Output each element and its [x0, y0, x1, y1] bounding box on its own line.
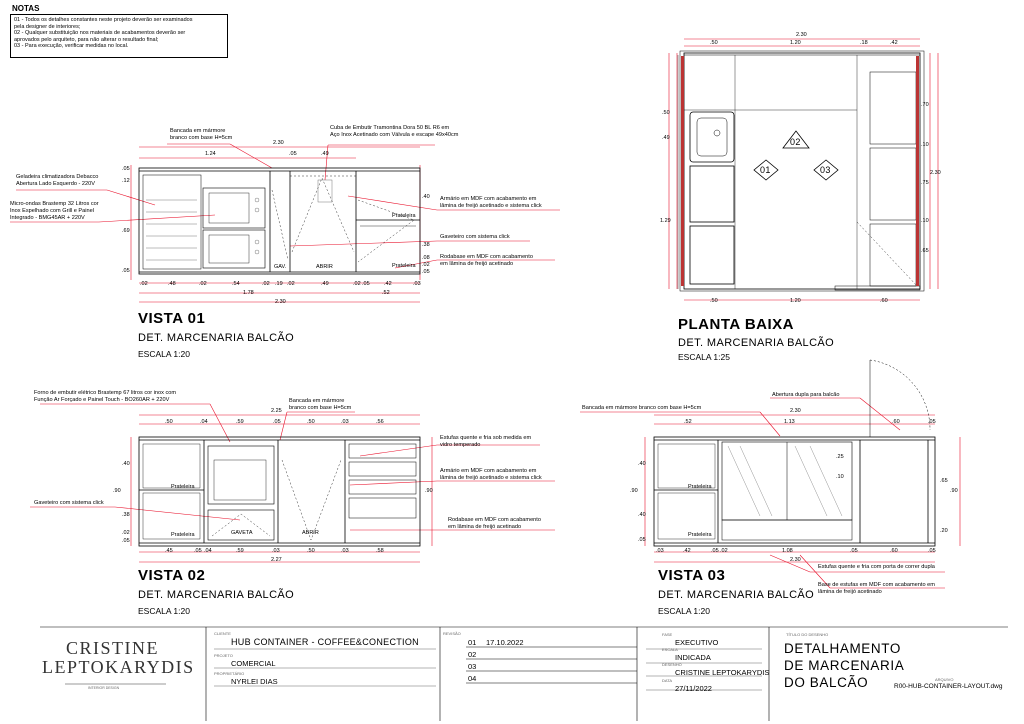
data-value: 27/11/2022: [675, 684, 712, 693]
v02-rodabase-note: Rodabase em MDF com acabamento em lâmina de freijó acetinado: [448, 517, 541, 530]
planta-dim: 1.29: [660, 218, 671, 224]
vista02-scale: ESCALA 1:20: [138, 606, 190, 616]
v03-dim: .42: [683, 548, 691, 554]
cliente-label: CLIENTE: [214, 631, 231, 636]
v03-bancada-note: Bancada em mármore branco com base H=5cm: [582, 405, 702, 411]
v01-dim: .12: [122, 178, 130, 184]
planta-dim: .50: [662, 110, 670, 116]
rev3-number: 03: [468, 662, 477, 671]
v01-dim: .02: [422, 262, 430, 268]
proprietario-value: NYRLEI DIAS: [231, 677, 278, 686]
planta-dim: .50: [710, 298, 718, 304]
logo-line1: CRISTINE: [66, 638, 159, 658]
v01-cuba-note: Cuba de Embutir Tramontina Dora 50 BL R6 em Aço Inox Acetinado com Válvula e escape 49x40cm: [330, 125, 459, 138]
note-line: 01 - Todos os detalhes constantes neste projeto deverão ser examinados: [14, 17, 193, 23]
vista01-subtitle: DET. MARCENARIA BALCÃO: [138, 332, 295, 344]
v01-dim: .19: [275, 281, 283, 287]
planta-dim: 2.30: [930, 170, 941, 176]
v02-dim: .40: [122, 461, 130, 467]
v02-dim: .59: [236, 548, 244, 554]
v03-dim: 1.13: [784, 419, 795, 425]
planta-dim: .70: [921, 102, 929, 108]
v03-dim: .05: [638, 537, 646, 543]
v02-dim: .03: [341, 419, 349, 425]
v03-dim: .40: [638, 512, 646, 518]
planta-dim: 2.30: [796, 32, 807, 38]
v01-dim: .05: [362, 281, 370, 287]
v01-gaveteiro-note: Gaveteiro com sistema click: [440, 234, 510, 240]
v01-dim: .48: [168, 281, 176, 287]
v02-dim: .45: [165, 548, 173, 554]
v03-dim: .60: [890, 548, 898, 554]
v03-dim: .05: [711, 548, 719, 554]
planta-subtitle: DET. MARCENARIA BALCÃO: [678, 337, 835, 349]
v02-gaveteiro-note: Gaveteiro com sistema click: [34, 500, 104, 506]
vista02-subtitle: DET. MARCENARIA BALCÃO: [138, 589, 295, 601]
v01-dim: .69: [122, 228, 130, 234]
v03-estufas-note: Estufas quente e fria com porta de correr dupla: [818, 564, 935, 570]
note-line: pela designer de interiores;: [14, 23, 81, 30]
v03-dim: .90: [630, 488, 638, 494]
desenho-label: DESENHO: [662, 662, 682, 667]
vista02-title: VISTA 02: [138, 567, 206, 584]
v02-dim: .05: [273, 419, 281, 425]
v01-dim: .08: [422, 255, 430, 261]
notes-box: [10, 14, 228, 58]
v02-dim: 2.25: [271, 408, 282, 414]
rev4-number: 04: [468, 674, 477, 683]
note-line: aprovados pelo arquiteto, para não alterar o resultado final;: [14, 36, 159, 43]
v02-dim: .56: [376, 419, 384, 425]
arquivo-label: ARQUIVO: [935, 677, 954, 682]
v02-dim: .05: [122, 538, 130, 544]
v02-dim: .04: [200, 419, 208, 425]
v01-dim: .02: [287, 281, 295, 287]
v01-dim: 2.30: [275, 299, 286, 305]
v01-dim: .02: [140, 281, 148, 287]
v03-dim: .90: [950, 488, 958, 494]
v01-dim: .05: [289, 151, 297, 157]
projeto-value: COMERCIAL: [231, 659, 276, 668]
v03-dim: 1.08: [782, 548, 793, 554]
v01-dim: 1.78: [243, 290, 254, 296]
fase-label: FASE: [662, 632, 673, 637]
note-line: 03 - Para execução, verificar medidas no local.: [14, 43, 129, 50]
note-line: 02 - Qualquer substituição nos materiais de acabamentos deverão ser: [14, 30, 186, 37]
vista03-subtitle: DET. MARCENARIA BALCÃO: [658, 589, 815, 601]
v01-dim: .54: [232, 281, 240, 287]
v03-dim: .20: [940, 528, 948, 534]
v03-dim: .52: [684, 419, 692, 425]
logo-tagline: INTERIOR DESIGN: [88, 686, 120, 690]
v02-abrir-label: ABRIR: [302, 530, 319, 536]
desenho-value: CRISTINE LEPTOKARYDIS: [675, 668, 770, 677]
v02-prateleira-label: Prateleira: [171, 532, 195, 538]
vista03-title: VISTA 03: [658, 567, 726, 584]
revisao-label: REVISÃO: [443, 631, 461, 636]
v01-abrir-label: ABRIR: [316, 264, 333, 270]
v02-prateleira-label: Prateleira: [171, 484, 195, 490]
v01-dim: .03: [413, 281, 421, 287]
v02-dim: .59: [236, 419, 244, 425]
v01-armario-note: Armário em MDF com acabamento em lâmina de freijó acetinado e sistema click: [440, 196, 542, 209]
v02-armario-note: Armário em MDF com acabamento em lâmina de freijó acetinado e sistema click: [440, 468, 542, 481]
v03-dim: .05: [928, 419, 936, 425]
v02-dim: .50: [165, 419, 173, 425]
projeto-label: PROJETO: [214, 653, 233, 658]
v01-dim: 1.24: [205, 151, 216, 157]
escala-value: INDICADA: [675, 653, 711, 662]
v03-dim: .25: [836, 454, 844, 460]
v01-dim: 2.30: [273, 140, 284, 146]
rev2-number: 02: [468, 650, 477, 659]
planta-dim: .75: [921, 180, 929, 186]
v02-estufas-note: Estufas quente e fria sob medida em vidro temperado: [440, 435, 532, 448]
escala-label: ESCALA: [662, 647, 678, 652]
v03-dim: .02: [720, 548, 728, 554]
v03-base-note: Base de estufas em MDF com acabamento em lâmina de freijó acetinado: [818, 582, 935, 595]
v03-dim: .40: [638, 461, 646, 467]
fase-value: EXECUTIVO: [675, 638, 719, 647]
cliente-value: HUB CONTAINER - COFFEE&CONECTION: [231, 637, 419, 647]
v01-dim: .02: [353, 281, 361, 287]
v01-prateleira-label: Prateleira: [392, 213, 416, 219]
planta-dim: .65: [921, 248, 929, 254]
v01-dim: .02: [262, 281, 270, 287]
v01-dim: .02: [199, 281, 207, 287]
marker-01[interactable]: 01: [760, 165, 771, 175]
v03-dim: .03: [656, 548, 664, 554]
v02-dim: .04: [204, 548, 212, 554]
v01-dim: .49: [321, 151, 329, 157]
v02-dim: .03: [341, 548, 349, 554]
planta-dim: .60: [880, 298, 888, 304]
v03-dim: .10: [836, 474, 844, 480]
vista01-scale: ESCALA 1:20: [138, 349, 190, 359]
v01-dim: .42: [384, 281, 392, 287]
v01-dim: .05: [122, 268, 130, 274]
v03-dim: 2.30: [790, 557, 801, 563]
v03-prateleira-label: Prateleira: [688, 484, 712, 490]
planta-dim: .42: [890, 40, 898, 46]
data-label: DATA: [662, 678, 673, 683]
planta-dim: .10: [921, 142, 929, 148]
v02-gaveta-label: GAVETA: [231, 530, 253, 536]
v01-micro-note: Micro-ondas Brastemp 32 Litros cor Inox Espelhado com Grill e Painel Integrado - BMG45AR + 220V: [10, 201, 99, 221]
planta-dim: .10: [921, 218, 929, 224]
planta-dim: 1.20: [790, 298, 801, 304]
rev1-number: 01: [468, 638, 477, 647]
v01-gav-label: GAV.: [274, 264, 287, 270]
titulo-label: TÍTULO DO DESENHO: [786, 632, 829, 637]
v02-dim: .05: [194, 548, 202, 554]
v03-dim: .60: [892, 419, 900, 425]
v03-prateleira-label: Prateleira: [688, 532, 712, 538]
v03-abertura-note: Abertura dupla para balcão: [772, 392, 840, 398]
v02-dim: .90: [425, 488, 433, 494]
planta-dim: .18: [860, 40, 868, 46]
marker-03[interactable]: 03: [820, 165, 831, 175]
v01-dim: .52: [382, 290, 390, 296]
v02-forno-note: Forno de embutir elétrico Brastemp 67 litros cor inox com Função Ar Forçado e Painel Touch - BO260AR + 220V: [34, 390, 177, 403]
v02-bancada-note: Bancada em mármore branco com base H=5cm: [289, 398, 352, 411]
v01-dim: .40: [422, 194, 430, 200]
arquivo-value: R00-HUB-CONTAINER-LAYOUT.dwg: [894, 683, 1003, 690]
marker-02[interactable]: 02: [790, 137, 801, 147]
v01-dim: .05: [422, 269, 430, 275]
titulo-line2: DE MARCENARIA: [784, 658, 905, 673]
planta-dim: .50: [710, 40, 718, 46]
proprietario-label: PROPRIETÁRIO: [214, 671, 245, 676]
planta-dim: .49: [662, 135, 670, 141]
v03-dim: .65: [940, 478, 948, 484]
logo-line2: LEPTOKARYDIS: [42, 657, 195, 677]
v02-dim: .03: [272, 548, 280, 554]
v01-geladeira-note: Geladeira climatizadora Debacco Abertura Lado Esquerdo - 220V: [16, 174, 99, 187]
planta-dim: 1.20: [790, 40, 801, 46]
v02-dim: .58: [376, 548, 384, 554]
v02-dim: .90: [113, 488, 121, 494]
v02-dim: .02: [122, 530, 130, 536]
planta-scale: ESCALA 1:25: [678, 352, 730, 362]
titulo-line1: DETALHAMENTO: [784, 641, 901, 656]
v01-bancada-note: Bancada em mármore branco com base H=5cm: [170, 128, 233, 141]
v01-dim: .05: [122, 166, 130, 172]
v01-prateleira-label: Prateleira: [392, 263, 416, 269]
v01-rodabase-note: Rodabase em MDF com acabamento em lâmina de freijó acetinado: [440, 254, 533, 267]
v03-dim: .05: [928, 548, 936, 554]
v01-dim: .49: [321, 281, 329, 287]
v02-dim: 2.27: [271, 557, 282, 563]
v02-dim: .50: [307, 548, 315, 554]
v01-dim: .38: [422, 242, 430, 248]
vista03-scale: ESCALA 1:20: [658, 606, 710, 616]
notes-title: NOTAS: [12, 4, 40, 13]
planta-title: PLANTA BAIXA: [678, 316, 794, 333]
titulo-line3: DO BALCÃO: [784, 675, 869, 690]
v03-dim: .05: [850, 548, 858, 554]
v02-dim: .50: [307, 419, 315, 425]
rev1-date: 17.10.2022: [486, 638, 524, 647]
v03-dim: 2.30: [790, 408, 801, 414]
v02-dim: .38: [122, 512, 130, 518]
vista01-title: VISTA 01: [138, 310, 206, 327]
